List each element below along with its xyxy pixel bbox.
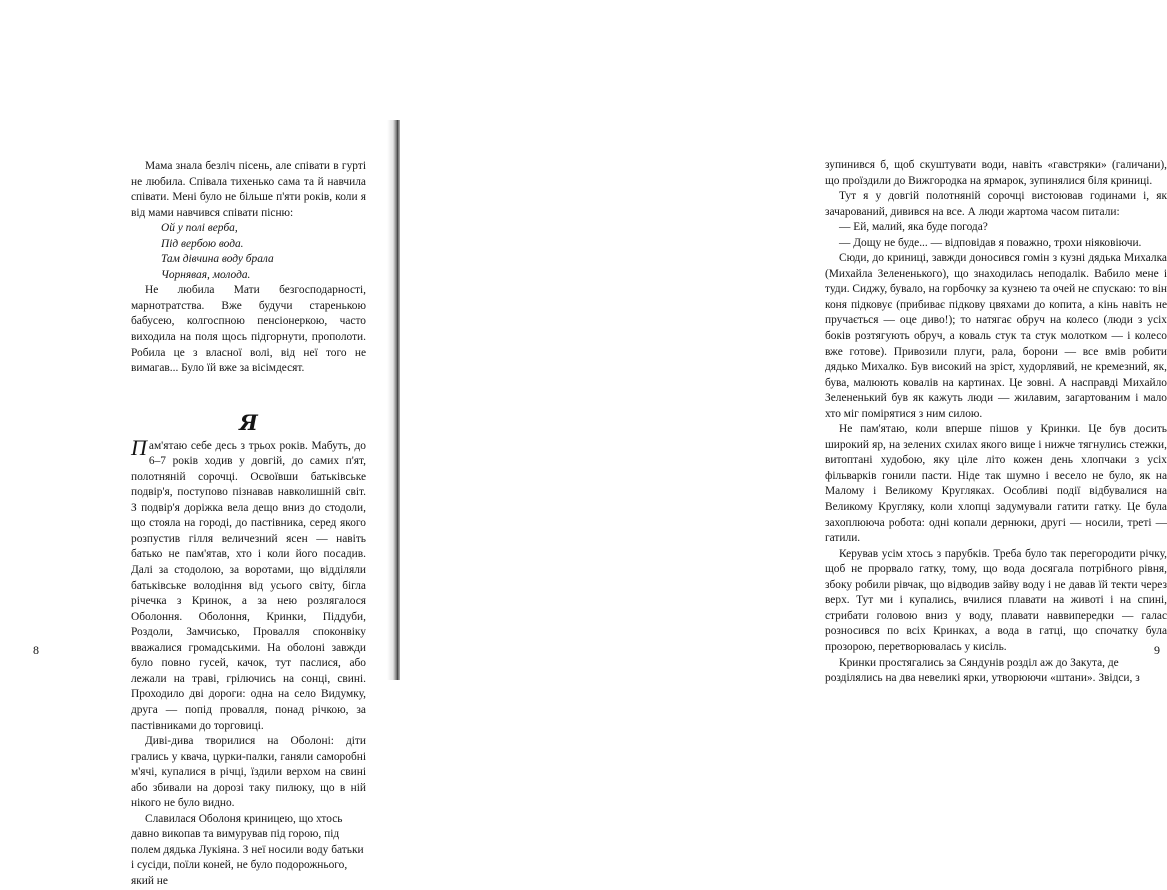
right-paragraph-4: Не пам'ятаю, коли вперше пішов у Кринки. Це був досить широкий яр, на зелених схилах якого вище і нижче тягнулись стежки, витоптані худобою, яку ціле літо кожен день хлопчаки з усіх фільварків гонили пасти. Ніде так шумно і весело не було, як на Малому і Великому Кругляках. Особливі події відбувалися на Великому Кругляку, коли хлопці задумували гатити гатку. Це була захоплююча робота: одні копали дернюки, другі — носили, треті — гатили. <box>825 423 1167 545</box>
left-page <box>0 0 392 887</box>
drop-cap: П <box>131 434 147 460</box>
right-paragraph-1: зупинився б, щоб скуштувати води, навіть «гавстряки» (галичани), що проїздили до Вижгородка на ярмарок, зупинялися біля криниці. <box>825 159 1167 187</box>
song-line-1: Ой у полі верба, <box>161 222 238 235</box>
left-paragraph-5: Славилася Оболоня криницею, що хтось давно викопав та вимурував під горою, під полем дядька Лукіяна. З неї носили воду батьки і сусіди, поїли коней, не було подорожнього, який не <box>131 812 364 887</box>
right-page <box>400 0 1167 800</box>
left-paragraph-3 <box>131 434 366 734</box>
song-line-3: Там дівчина воду брала <box>161 253 274 266</box>
song-line-2: Під вербою вода. <box>161 237 244 250</box>
page-number-left: 8 <box>33 643 39 657</box>
section-spacer <box>131 377 366 395</box>
right-paragraph-6: Кринки простягались за Сяндунів розділ аж до Закута, де розділялись на два невеликі ярки, утворюючи «штани». Звідси, з <box>825 656 1140 685</box>
left-paragraph-4: Диві-дива творилися на Оболоні: діти грались у квача, цурки-палки, ганяли саморобні м'ячі, купалися в річці, їздили верхом на свині або збивали на дорозі таку пилюку, що в ній нікого не було видно. <box>131 735 366 810</box>
dialogue-line-2: — Дощу не буде... — відповідав я поважно, трохи ніяковіючи. <box>839 236 1142 249</box>
right-paragraph-2: Тут я у довгій полотняній сорочці вистоював годинами і, як зачарований, дивився на все. А люди жартома часом питали: <box>825 190 1167 218</box>
right-paragraph-3: Сюди, до криниці, завжди доносився гомін з кузні дядька Михалка (Михайла Зелененького), що знаходилась неподалік. Вабило мене і туди. Сиджу, бувало, на горбочку за кузнею та очей не спускаю: то він коня підковує (прибиває підкову цвяхами до копита, а кінь навіть не пручається — оце диво!); то натягає обруч на колесо (люди з усіх боків розтягують обруч, а коваль стук та стук молотком — і колесо вже готове). Привозили плуги, рала, борони — все вмів робити дядько Михалко. Був високий на зріст, худорлявий, не кремезний, як, бува, малюють ковалів на картинах. Це зовні. А насправді Михайло Зелененький був як кажуть люди — жилавим, загартованим і мало хто міг помірятися з ним силою. <box>825 252 1167 420</box>
dialogue-line-1: — Ей, малий, яка буде погода? <box>839 221 988 234</box>
page-number-right: 9 <box>1154 643 1160 657</box>
left-page-text-column <box>131 159 366 890</box>
left-paragraph-2: Не любила Мати безгосподарності, марнотратства. Вже будучи старенькою бабусею, колгоспною пенсіонеркою, часто виходила на поля щось підгорнути, прополоти. Робила це з власної волі, від неї того не вимагав... Було їй вже за вісімдесят. <box>131 284 366 375</box>
left-paragraph-1: Мама знала безліч пісень, але співати в гурті не любила. Співала тихенько сама та й навчила співати. Мені було не більше п'яти років, коли я від мами навчився співати пісню: <box>131 160 366 219</box>
song-verse <box>131 221 366 283</box>
song-line-4: Чорнявая, молода. <box>161 268 251 281</box>
left-paragraph-3-text: ам'ятаю себе десь з трьох років. Мабуть, до 6–7 років ходив у довгій, до самих п'ят, полотняній сорочці. Освоївши батьківське подвір'я, поступово пізнавав навколишній світ. З подвір'я доріжка вела дещо вниз до стодоли, що стояла на городі, до пастівника, серед якого розпустив гілля величезний ясен — навіть батько не пам'ятав, хто і коли його посадив. Далі за стодолою, за воротами, що відділяли батьківське володіння від усього світу, бігла річечка з Кринок, а за нею розлягалося Оболоння. Оболоння, Кринки, Піддуби, Роздоли, Замчисько, Провалля споконвіку вважалися громадськими. На оболоні завжди було повно гусей, качок, тут паслися, або лежали на траві, грілючись на сонці, свині. Проходило дві дороги: одна на село Видумку, друга — попід провалля, понад річкою, за пастівниками до торговиці. <box>131 439 366 732</box>
chapter-title: Я <box>239 409 258 435</box>
right-paragraph-5: Керував усім хтось з парубків. Треба було так перегородити річку, щоб не прорвало гатку, тому, що вода досягала потрібного рівня, збоку робили рівчак, що відводив зайву воду і не давав їй текти через верх. Тут ми і купались, вчилися плавати на животі і на спині, стрибати головою вниз у воду, плавати наввипередки — галас розносився по всіх Кринках, а вода в гатці, що спочатку була прозорою, перетворювалась у кисіль. <box>825 547 1167 653</box>
right-page-text-column <box>825 158 1167 687</box>
